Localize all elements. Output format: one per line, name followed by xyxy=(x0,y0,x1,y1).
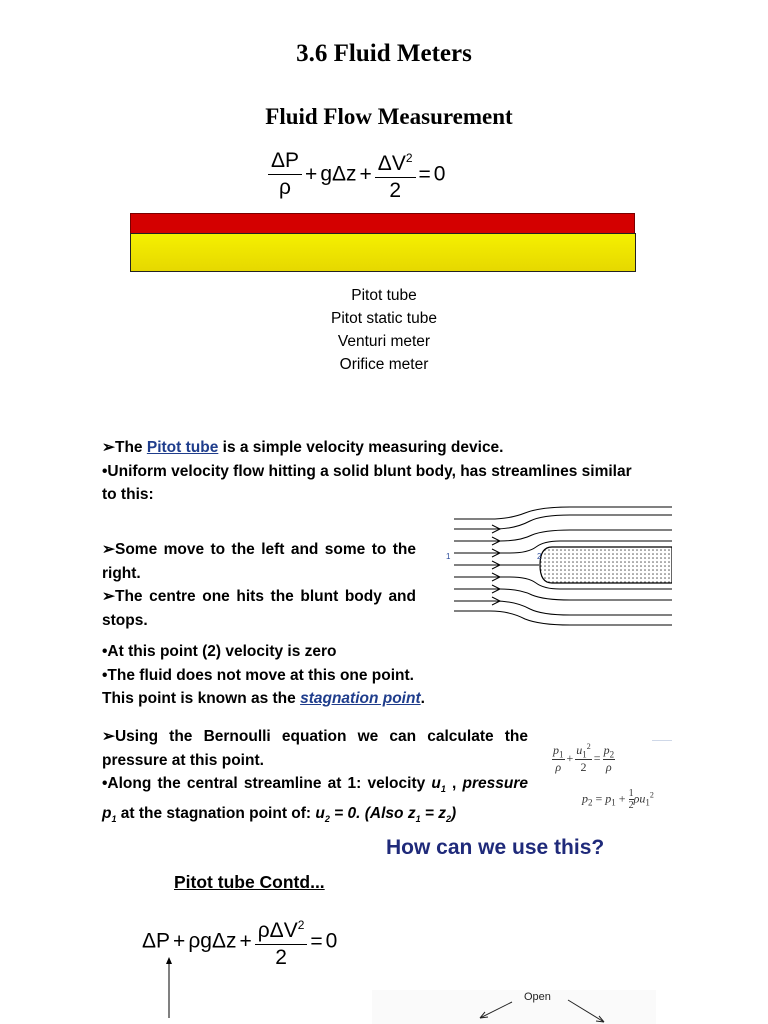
blunt-body-diagram xyxy=(440,505,672,627)
meter-item: Venturi meter xyxy=(337,333,431,350)
streamline-text: •Uniform velocity flow hitting a solid blunt body, has streamlines similar to this: xyxy=(102,462,632,503)
rho-dv2-over-2 xyxy=(255,913,308,970)
up-arrow-icon xyxy=(164,956,174,1018)
stagnation-intro: This point is known as the xyxy=(102,690,301,707)
meter-item: Pitot tube xyxy=(351,287,417,304)
streamline xyxy=(454,601,672,615)
bullet-centre: ➢The centre one hits the blunt body and stops. xyxy=(102,588,416,629)
intro-text: is a simple velocity measuring device. xyxy=(218,439,504,456)
pitot-intro xyxy=(102,436,642,507)
point-1-label: 1 xyxy=(446,552,451,561)
central-streamline-line: •Along the central streamline at 1: velocity $u_1$ , pressure $p_1$ at the stagnation point of: $u_2 = 0$. (Also $z_1 = z_2$) xyxy=(102,775,528,824)
point-2-label: 2 xyxy=(537,552,542,561)
bernoulli-line: ➢Using the Bernoulli equation we can calculate the pressure at this point. xyxy=(102,728,528,769)
velocity-zero-line: •At this point (2) velocity is zero xyxy=(102,643,337,660)
energy-equation xyxy=(268,146,445,203)
eq2-plus: + xyxy=(173,929,186,953)
dp-over-rho xyxy=(268,149,302,200)
streamline xyxy=(454,611,672,625)
eq2-two: 2 xyxy=(275,946,287,969)
meter-item: Pitot static tube xyxy=(331,310,437,327)
meters-list xyxy=(0,284,768,376)
eq-two: 2 xyxy=(389,179,401,202)
eq-exp: 2 xyxy=(405,151,413,165)
streamline xyxy=(454,515,672,529)
open-label: Open xyxy=(524,991,551,1003)
eq-equals: = xyxy=(418,162,431,186)
eq-zero: 0 xyxy=(433,162,446,186)
page-subtitle: Fluid Flow Measurement xyxy=(265,104,513,129)
streamline xyxy=(454,589,672,600)
eq-dv: ΔV xyxy=(377,152,406,175)
pitot-contd-heading: Pitot tube Contd... xyxy=(174,872,325,892)
bernoulli-formula: $\frac{p_1}{\rho}$ + $\frac{u_1^2}{2}$ = $\frac{p_2}{\rho}$ $p_2 = p_1$ + $\frac{1}{2}$ $\rho u_1^2$ xyxy=(552,738,672,818)
pipe-red-bar xyxy=(130,213,635,234)
eq-plus: + xyxy=(359,162,372,186)
eq2-rho-g-dz: ρgΔz xyxy=(188,929,237,953)
eq-g-dz: gΔz xyxy=(320,162,357,186)
fluid-not-moving-line: •The fluid does not move at this one point. xyxy=(102,666,414,684)
eq2-zero: 0 xyxy=(325,929,338,953)
bullet-left-right: ➢Some move to the left and some to the right. xyxy=(102,541,416,582)
streamline xyxy=(454,530,672,541)
pitot-tube-link[interactable]: Pitot tube xyxy=(146,439,219,456)
streamline xyxy=(454,507,672,519)
dv2-over-2 xyxy=(375,146,416,203)
how-use-question: How can we use this? xyxy=(386,836,605,859)
period: . xyxy=(420,690,425,707)
eq2-delta-p: ΔP xyxy=(142,929,171,953)
eq2-equals: = xyxy=(310,929,323,953)
streamline-bullets xyxy=(102,538,416,632)
eq-plus: + xyxy=(305,162,318,186)
open-diagram xyxy=(372,990,656,1024)
eq-rho: ρ xyxy=(279,176,291,199)
pipe-yellow-bar xyxy=(130,233,636,272)
eq2-exp: 2 xyxy=(297,918,305,932)
intro-text: ➢The xyxy=(102,439,147,456)
stagnation-text xyxy=(102,640,522,711)
stagnation-point-link[interactable]: stagnation point xyxy=(300,690,421,707)
blunt-body xyxy=(540,547,672,583)
eq-delta-p: ΔP xyxy=(268,149,302,175)
eq2-plus: + xyxy=(239,929,252,953)
meter-item: Orifice meter xyxy=(339,356,429,373)
eq2-rho-dv: ρΔV xyxy=(257,919,298,942)
bernoulli-text xyxy=(102,725,528,831)
page-title: 3.6 Fluid Meters xyxy=(296,40,472,67)
